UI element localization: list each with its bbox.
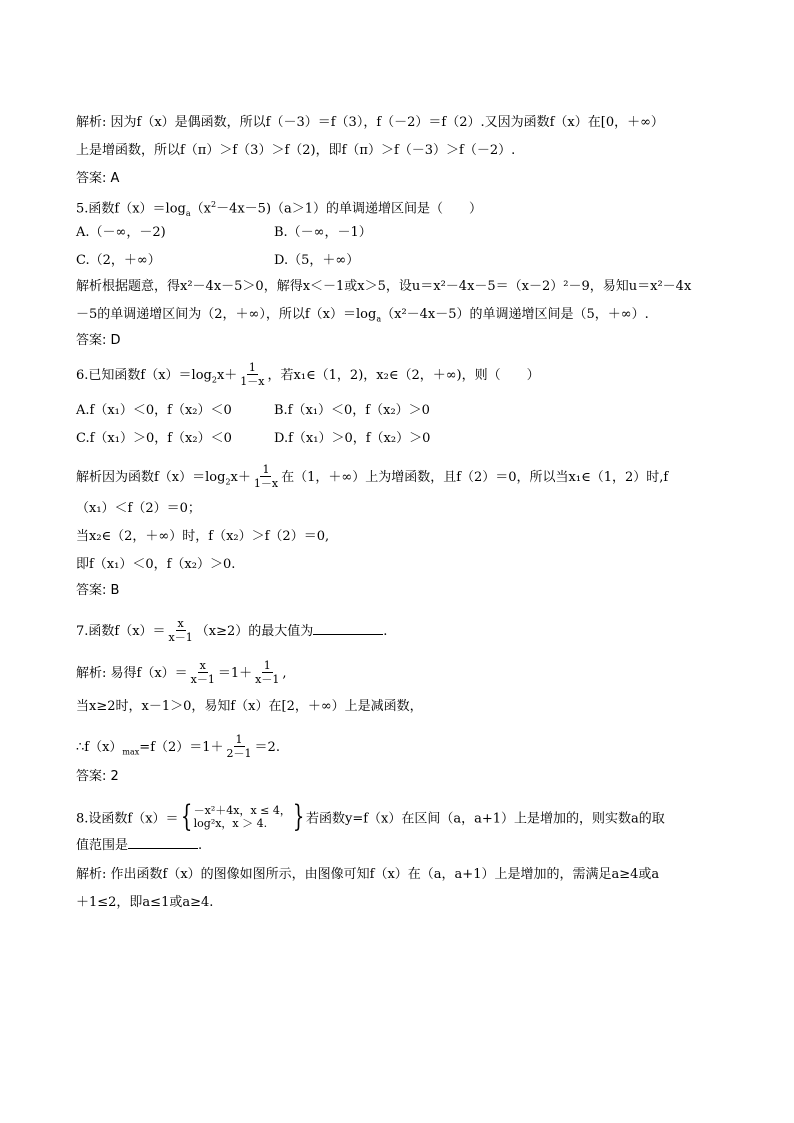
q7-answer: 答案: 2 — [76, 769, 119, 784]
q7-answer-blank[interactable] — [313, 622, 383, 635]
q7-fraction: $\frac{x}{x-1}$ — [168, 617, 193, 644]
q7-stem: 7.函数f（x）＝ $\frac{x}{x-1}$ （x≥2）的最大值为 . — [76, 617, 388, 644]
q6-solution-fraction: $\frac{1}{1-x}$ — [253, 463, 279, 490]
q5-solution-line-2: －5的单调递增区间为（2，＋∞），所以$f(x)=\log_a(x^2-4x-5)$的单调递增区间是（5，＋∞）. — [76, 307, 649, 324]
q4-solution-line-1: 解析: 因为f（x）是偶函数，所以f（－3）＝f（3），f（－2）＝f（2）.又因为函数f（x）在[0，＋∞） — [76, 115, 664, 130]
q6-options-row-2 — [76, 430, 430, 448]
q8-solution-line-2: ＋1≤2，即a≤1或a≥4. — [76, 895, 214, 910]
q7-solution-line-1: 解析: 易得f（x）＝ $\frac{x}{x-1}$ ＝1＋ $\frac{1}{x-1}$ , — [76, 659, 287, 686]
q6-answer: 答案: B — [76, 583, 120, 598]
q7-solution-line-3: $\therefore f(x)_{max}=f(2)=1+$ $\frac{1}{2-1}$ ＝2. — [76, 733, 280, 760]
q6-solution-line-2: （x₁）＜f（2）＝0； — [76, 501, 201, 516]
q5-option-d: D.（5，＋∞） — [274, 253, 360, 268]
q6-solution-line-1: 解析因为函数$f(x)=\log_2x+$ $\frac{1}{1-x}$ 在（1，＋∞）上为增函数，且f（2）＝0，所以当x₁∈（1，2）时,f — [76, 463, 669, 490]
q8-piecewise: { －x²＋4x，x ≤ 4， log²x，x ＞ 4. } — [180, 799, 305, 834]
q7-solution-fraction-2: $\frac{1}{x-1}$ — [255, 659, 280, 686]
q5-answer: 答案: D — [76, 333, 121, 348]
q6-solution-line-3: 当x₂∈（2，＋∞）时，f（x₂）＞f（2）＝0, — [76, 529, 330, 544]
q7-solution-line-2: 当x≥2时，x－1＞0，易知f（x）在[2，＋∞）上是减函数， — [76, 699, 423, 714]
q4-solution-line-2: 上是增函数，所以f（π）＞f（3）＞f（2)，即f（π）＞f（－3）＞f（－2）. — [76, 143, 516, 158]
q5-options-row-2 — [76, 252, 359, 270]
q6-option-b: B.f（x₁）＜0，f（x₂）＞0 — [274, 403, 430, 418]
q5-stem: 5.函数$f(x)=\log_a(x^2-4x-5)(a>1)$的单调递增区间是（ ） — [76, 200, 483, 218]
q5-option-c: C.（2，＋∞） — [76, 253, 161, 268]
q7-solution-fraction-1: $\frac{x}{x-1}$ — [190, 659, 215, 686]
q8-stem-line-2: 值范围是 . — [76, 838, 203, 853]
q5-options-row-1 — [76, 224, 372, 242]
q6-options-row-1 — [76, 402, 430, 420]
q5-option-a: A.（－∞，－2) — [76, 225, 166, 240]
q5-option-b: B.（－∞，－1） — [274, 225, 372, 240]
q5-solution-line-1: 解析根据题意，得x²－4x－5＞0，解得x＜－1或x＞5，设u＝x²－4x－5＝（x－2）²－9，易知u＝x²－4x — [76, 279, 692, 294]
q4-answer: 答案: A — [76, 171, 120, 186]
q6-fraction: $\frac{1}{1-x}$ — [240, 361, 265, 388]
q8-answer-blank[interactable] — [128, 836, 198, 849]
q6-option-d: D.f（x₁）＞0，f（x₂）＞0 — [274, 431, 431, 446]
q6-solution-line-4: 即f（x₁）＜0，f（x₂）＞0. — [76, 557, 236, 572]
q8-stem-line-1: 8.设函数f（x）＝ { －x²＋4x，x ≤ 4， log²x，x ＞ 4. } 若函数y=f（x）在区间（a，a+1）上是增加的，则实数a的取 — [76, 799, 665, 834]
q8-solution-line-1: 解析: 作出函数f（x）的图像如图所示，由图像可知f（x）在（a，a+1）上是增加的，需满足a≥4或a — [76, 867, 660, 882]
q6-option-a: A.f（x₁）＜0，f（x₂）＜0 — [76, 403, 232, 418]
q6-stem: 6.已知函数$f(x)=\log_2x+$ $\frac{1}{1-x}$ ，若x₁∈（1，2)，x₂∈（2，＋∞)，则（ ） — [76, 361, 540, 388]
q6-option-c: C.f（x₁）＞0，f（x₂）＜0 — [76, 431, 232, 446]
q7-solution-fraction-3: $\frac{1}{2-1}$ — [226, 733, 252, 760]
